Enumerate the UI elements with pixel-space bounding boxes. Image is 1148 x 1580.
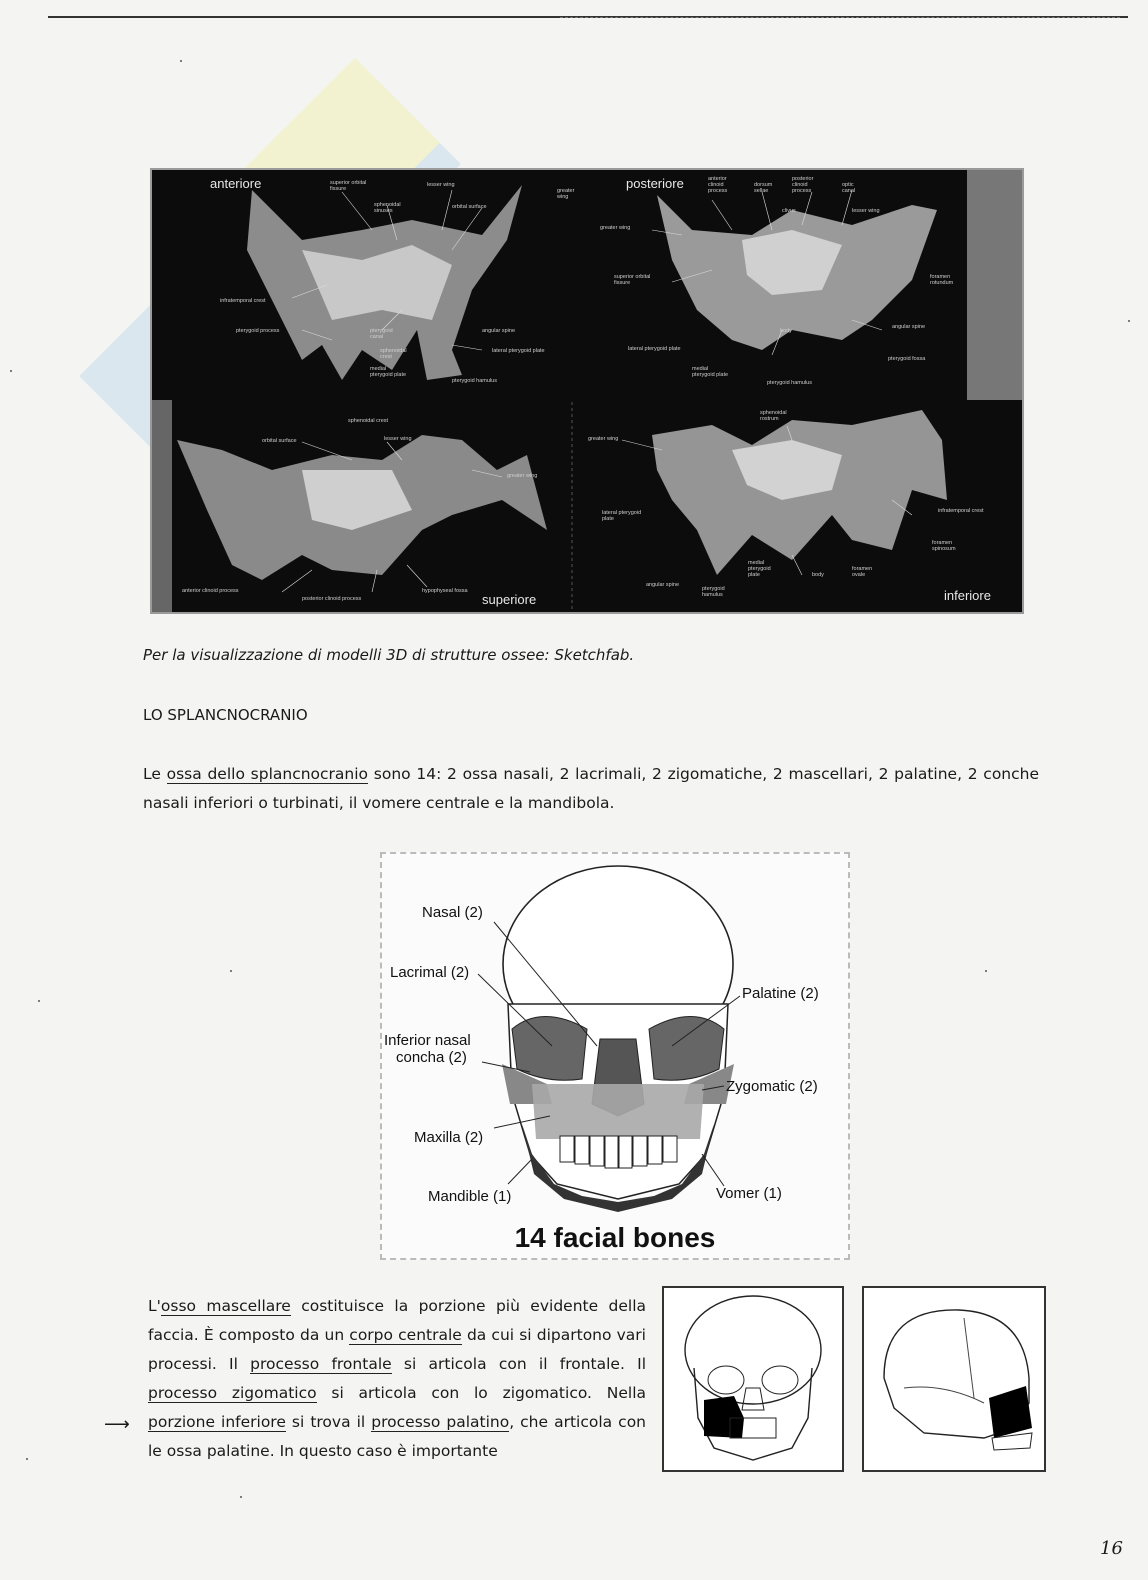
bone-label: orbital surface bbox=[452, 204, 487, 210]
bone-label: posterior clinoid process bbox=[302, 596, 362, 602]
label-maxilla: Maxilla (2) bbox=[414, 1129, 484, 1146]
bone-label: angular spine bbox=[892, 324, 926, 330]
bone-label: hypophyseal fossa bbox=[422, 588, 468, 594]
sphenoid-photo-figure bbox=[150, 168, 1024, 614]
bone-label: lateral pterygoid plate bbox=[602, 510, 642, 522]
text-run: Le bbox=[143, 765, 167, 783]
label-vomer: Vomer (1) bbox=[716, 1185, 782, 1202]
underlined-term: processo palatino bbox=[371, 1413, 510, 1431]
underlined-term: osso mascellare bbox=[160, 1297, 291, 1315]
scan-speck bbox=[180, 60, 182, 62]
arrow-icon: ⟶ bbox=[104, 1414, 130, 1435]
bone-label: optic canal bbox=[842, 182, 856, 194]
bone-label: pterygoid canal bbox=[370, 328, 393, 340]
skull-front-image bbox=[662, 1286, 844, 1472]
bone-label: angular spine bbox=[482, 328, 516, 334]
bone-label: sphenoidal sinuses bbox=[374, 202, 401, 214]
text-run: L' bbox=[148, 1297, 161, 1315]
label-nasal: Nasal (2) bbox=[422, 904, 483, 921]
scan-speck bbox=[10, 370, 12, 372]
bone-label: foramen spinosum bbox=[932, 540, 956, 552]
bone-label: greater wing bbox=[557, 188, 575, 200]
skull-side-image bbox=[862, 1286, 1046, 1472]
text-run: , che articola con le ossa palatine. In questo caso è importante bbox=[148, 1413, 647, 1460]
underlined-term: porzione inferiore bbox=[148, 1413, 286, 1431]
bone-label: pterygoid hamulus bbox=[452, 378, 497, 384]
panel-label-inferior: inferiore bbox=[944, 588, 991, 603]
bone-label: greater wing bbox=[507, 473, 538, 479]
bone-label: medial pterygoid plate bbox=[748, 560, 771, 578]
bone-label: infratemporal crest bbox=[938, 508, 984, 514]
bone-label: pterygoid process bbox=[236, 328, 280, 334]
bone-label: lateral pterygoid plate bbox=[628, 346, 681, 352]
bone-label: medial pterygoid plate bbox=[370, 366, 407, 378]
bone-label: clivus bbox=[782, 208, 796, 214]
bone-label: lateral pterygoid plate bbox=[492, 348, 545, 354]
panel-label-posterior: posteriore bbox=[626, 176, 684, 191]
label-zygomatic: Zygomatic (2) bbox=[726, 1078, 818, 1095]
panel-label-anterior: anteriore bbox=[210, 176, 262, 191]
bone-label: pterygoid hamulus bbox=[702, 586, 725, 598]
label-palatine: Palatine (2) bbox=[742, 985, 819, 1002]
scan-speck bbox=[230, 970, 232, 972]
bone-label: pterygoid fossa bbox=[888, 356, 926, 362]
bone-label: anterior clinoid process bbox=[708, 176, 728, 194]
paragraph-intro bbox=[143, 760, 1039, 818]
text-run: sono 14: 2 ossa nasali, 2 lacrimali, 2 zigomatiche, 2 mascellari, 2 palatine, 2 conche nasali inferiori o turbinati, il vomere centrale e la mandibola. bbox=[143, 765, 1040, 812]
bone-label: angular spine bbox=[646, 582, 680, 588]
paragraph-maxilla bbox=[148, 1292, 646, 1466]
underlined-term: processo zigomatico bbox=[148, 1384, 317, 1402]
text-run: costituisce la porzione più evidente della faccia. È composto da un bbox=[148, 1297, 646, 1344]
bone-label: sphenoidal crest bbox=[348, 418, 389, 424]
bone-label: anterior clinoid process bbox=[182, 588, 239, 594]
label-concha-line1: Inferior nasal bbox=[384, 1032, 471, 1049]
figure-title: 14 facial bones bbox=[514, 1222, 716, 1253]
bone-label: dorsum sellae bbox=[754, 182, 773, 194]
bone-label: pterygoid hamulus bbox=[767, 380, 812, 386]
label-mandible: Mandible (1) bbox=[428, 1188, 512, 1205]
skull-front-maxilla-drawing bbox=[664, 1288, 842, 1470]
text-run: si trova il bbox=[285, 1413, 372, 1431]
panel-label-superior: superiore bbox=[482, 592, 537, 607]
label-lacrimal: Lacrimal (2) bbox=[390, 964, 470, 981]
bone-label: superior orbital fissure bbox=[330, 180, 367, 192]
bone-label: lesser wing bbox=[427, 182, 455, 188]
scan-speck bbox=[240, 1496, 242, 1498]
bone-label: medial pterygoid plate bbox=[692, 366, 729, 378]
bone-label: sphenoidal crest bbox=[380, 348, 407, 360]
bone-label: foramen ovale bbox=[852, 566, 873, 578]
underlined-term: corpo centrale bbox=[349, 1326, 462, 1344]
text-run: si articola con il frontale. Il bbox=[391, 1355, 646, 1373]
bone-label: superior orbital fissure bbox=[614, 274, 651, 286]
bone-label: greater wing bbox=[588, 436, 619, 442]
scan-speck bbox=[26, 1458, 28, 1460]
figure-caption: Per la visualizzazione di modelli 3D di strutture ossee: Sketchfab. bbox=[143, 646, 635, 664]
bone-label: lesser wing bbox=[384, 436, 412, 442]
skull-side-maxilla-drawing bbox=[864, 1288, 1044, 1470]
scan-speck bbox=[1128, 320, 1130, 322]
scan-speck bbox=[38, 1000, 40, 1002]
bone-label: posterior clinoid process bbox=[792, 176, 814, 194]
underlined-term: processo frontale bbox=[250, 1355, 392, 1373]
bone-label: foramen rotundum bbox=[930, 274, 954, 286]
bone-label: body bbox=[780, 328, 792, 334]
sphenoid-bone-views bbox=[152, 170, 1022, 612]
bone-label: lesser wing bbox=[852, 208, 880, 214]
section-heading: LO SPLANCNOCRANIO bbox=[143, 706, 308, 724]
scan-speck bbox=[985, 970, 987, 972]
underlined-term: ossa dello splancnocranio bbox=[166, 765, 369, 783]
label-concha-line2: concha (2) bbox=[396, 1049, 467, 1066]
facial-bones-figure bbox=[380, 852, 850, 1260]
text-run: si articola con lo zigomatico. Nella bbox=[316, 1384, 646, 1402]
bone-label: sphenoidal rostrum bbox=[760, 410, 787, 422]
bone-label: body bbox=[812, 572, 824, 578]
bone-label: greater wing bbox=[600, 225, 631, 231]
bone-label: orbital surface bbox=[262, 438, 297, 444]
page-number: 16 bbox=[1100, 1538, 1123, 1559]
bone-label: infratemporal crest bbox=[220, 298, 266, 304]
top-rule-dashed bbox=[560, 17, 1120, 18]
text-run: da cui si dipartono vari processi. Il bbox=[148, 1326, 646, 1373]
